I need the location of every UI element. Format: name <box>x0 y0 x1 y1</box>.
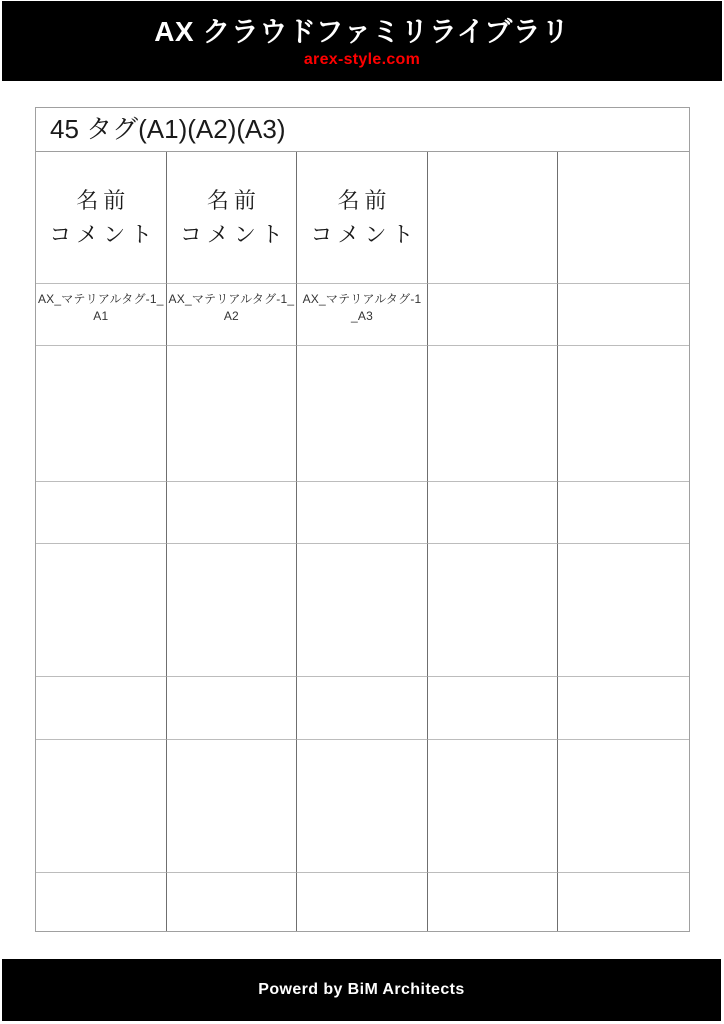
empty-cell <box>36 346 167 482</box>
empty-cell <box>297 873 428 931</box>
empty-cell <box>428 873 559 931</box>
tag-name-cell <box>297 284 428 346</box>
column-header-cell <box>297 152 428 284</box>
empty-cell <box>558 284 689 346</box>
tag-name-line2: A1 <box>93 309 109 323</box>
column-header-cell <box>167 152 298 284</box>
library-title: AX クラウドファミリライブラリ <box>154 16 570 47</box>
empty-cell <box>36 482 167 544</box>
empty-cell <box>297 482 428 544</box>
column-header-line1: 名前 <box>337 187 392 213</box>
column-header-cell <box>36 152 167 284</box>
header-bar <box>2 1 722 81</box>
empty-cell <box>428 346 559 482</box>
empty-cell <box>558 740 689 873</box>
empty-cell <box>428 677 559 740</box>
empty-cell <box>297 740 428 873</box>
empty-cell <box>167 346 298 482</box>
empty-cell <box>167 740 298 873</box>
empty-cell <box>297 346 428 482</box>
empty-cell <box>36 740 167 873</box>
site-url-link[interactable]: arex-style.com <box>303 51 421 68</box>
footer-credit-text: Powerd by BiM Architects <box>258 981 465 998</box>
empty-cell <box>558 544 689 677</box>
empty-cell <box>36 873 167 931</box>
tag-name-cell <box>167 284 298 346</box>
tag-name-line2: A2 <box>223 309 239 323</box>
empty-cell <box>558 677 689 740</box>
empty-cell <box>558 346 689 482</box>
tag-name-line1: AX_マテリアルタグ-1_ <box>37 292 164 306</box>
empty-cell <box>558 482 689 544</box>
table-title: 45 タグ(A1)(A2)(A3) <box>36 108 689 152</box>
empty-cell <box>428 544 559 677</box>
column-header-line2: コメント <box>310 221 419 247</box>
empty-cell <box>167 873 298 931</box>
empty-cell <box>167 677 298 740</box>
empty-cell <box>558 873 689 931</box>
tag-schedule-table <box>35 107 690 932</box>
tag-name-line2: _A3 <box>351 309 373 323</box>
empty-cell <box>428 284 559 346</box>
footer-bar <box>2 959 721 1021</box>
column-header-line1: 名前 <box>206 187 261 213</box>
empty-cell <box>36 544 167 677</box>
empty-cell <box>167 544 298 677</box>
tag-name-line1: AX_マテリアルタグ-1 <box>302 292 422 306</box>
empty-cell <box>428 152 559 284</box>
column-header-line2: コメント <box>179 221 288 247</box>
column-header-line2: コメント <box>49 221 158 247</box>
empty-cell <box>167 482 298 544</box>
tag-name-line1: AX_マテリアルタグ-1_ <box>168 292 295 306</box>
tag-name-cell <box>36 284 167 346</box>
empty-cell <box>558 152 689 284</box>
empty-cell <box>428 740 559 873</box>
column-header-line1: 名前 <box>76 187 131 213</box>
empty-cell <box>36 677 167 740</box>
empty-cell <box>297 677 428 740</box>
empty-cell <box>428 482 559 544</box>
empty-cell <box>297 544 428 677</box>
